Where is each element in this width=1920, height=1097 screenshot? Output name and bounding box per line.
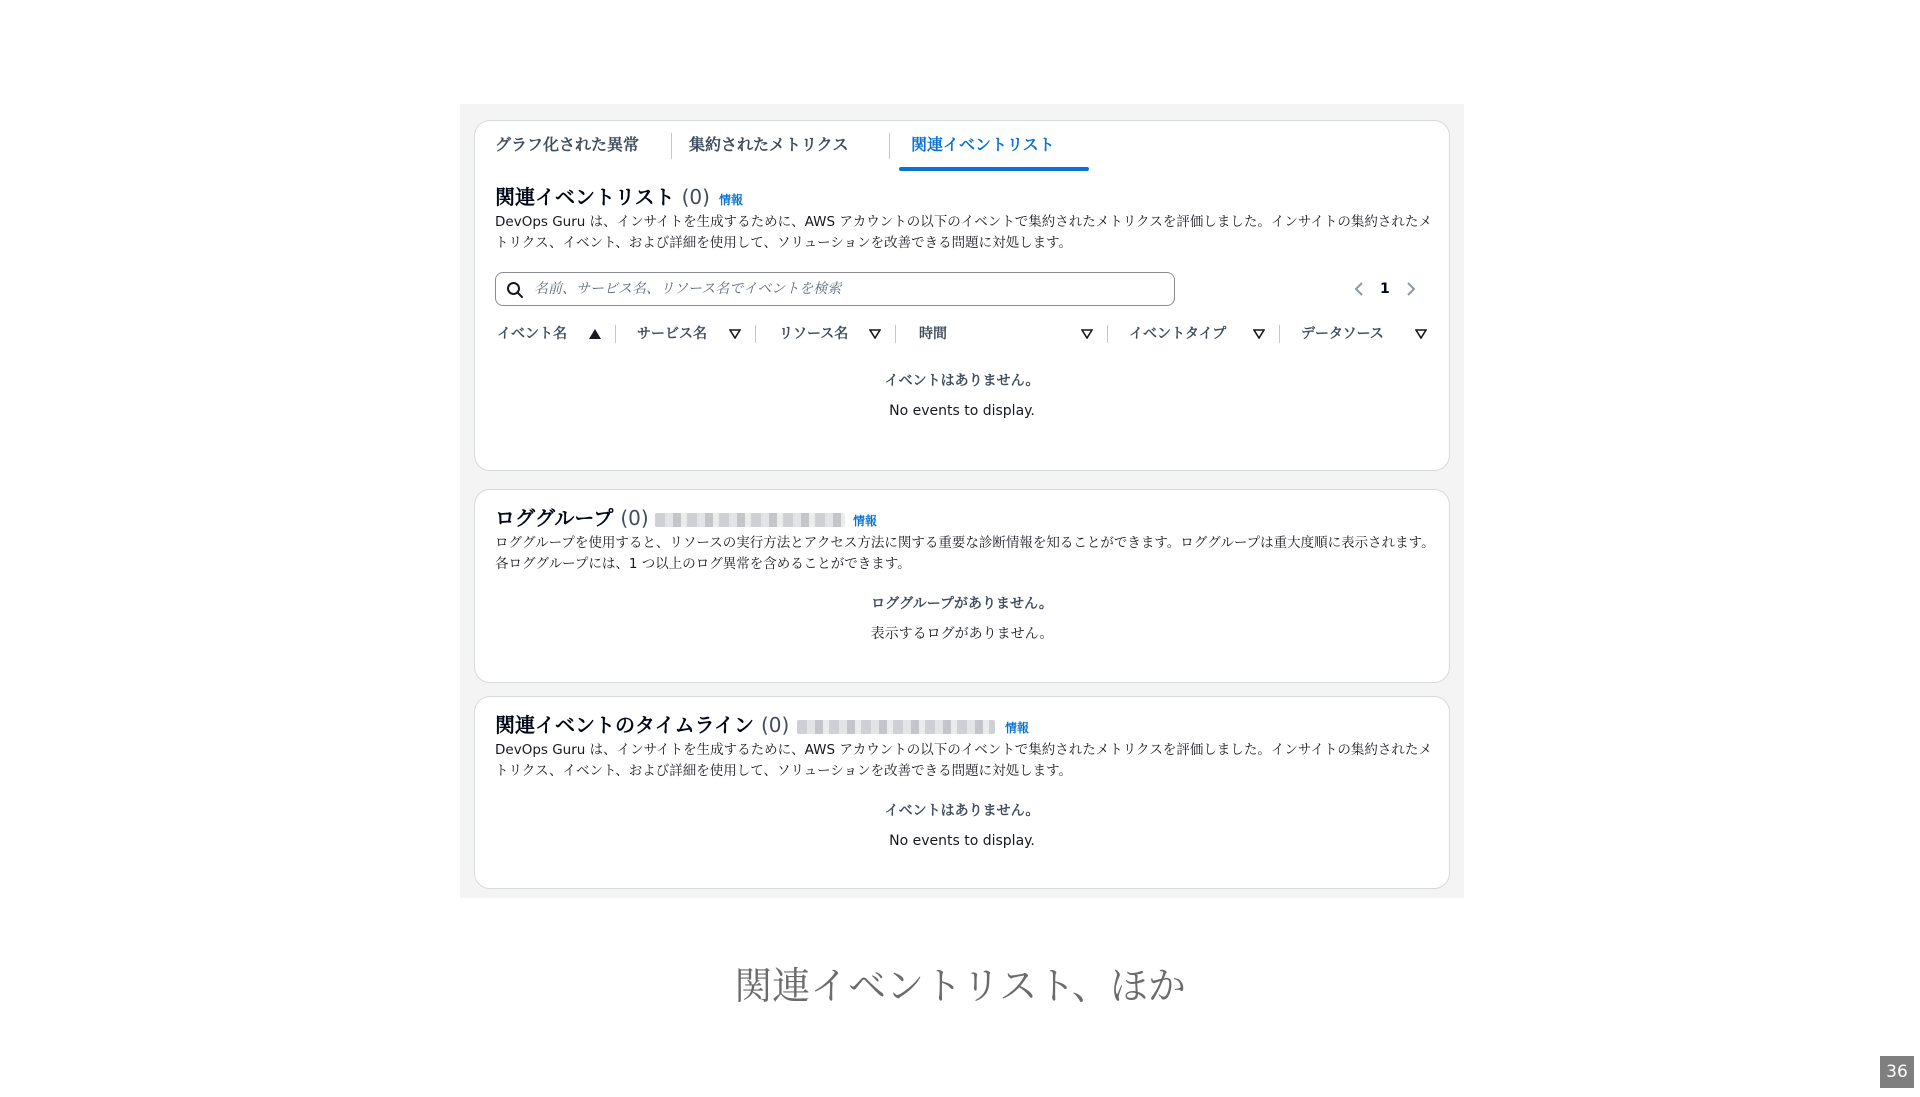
empty-state-message: No events to display. xyxy=(889,403,1035,419)
column-data-source[interactable]: データソース xyxy=(1301,326,1384,342)
tab-bar xyxy=(495,133,1429,169)
tab-divider xyxy=(889,133,890,159)
sort-icon[interactable] xyxy=(1415,329,1427,339)
events-timeline-panel xyxy=(474,696,1450,889)
pagination xyxy=(1351,279,1421,299)
sort-ascending-icon[interactable] xyxy=(589,329,601,339)
active-tab-indicator xyxy=(899,167,1089,171)
redacted-text xyxy=(655,513,845,527)
page-number[interactable]: 1 xyxy=(1380,281,1390,297)
log-groups-title-text: ロググループ xyxy=(495,506,614,530)
empty-state-message: No events to display. xyxy=(889,833,1035,849)
sort-icon[interactable] xyxy=(1253,329,1265,339)
timeline-count: (0) xyxy=(760,713,790,737)
chevron-right-icon[interactable] xyxy=(1403,279,1419,299)
column-divider xyxy=(1107,325,1108,343)
console-screenshot xyxy=(460,104,1464,898)
timeline-info-link[interactable]: 情報 xyxy=(1005,721,1030,735)
column-event-name[interactable]: イベント名 xyxy=(497,326,567,342)
empty-state-message: 表示するログがありません。 xyxy=(870,626,1054,642)
log-groups-title xyxy=(495,504,649,532)
tab-graphed-anomalies[interactable]: グラフ化された異常 xyxy=(495,135,640,154)
slide-page-number: 36 xyxy=(1880,1056,1914,1088)
events-panel xyxy=(474,120,1450,471)
events-title-text: 関連イベントリスト xyxy=(495,185,675,209)
events-count: (0) xyxy=(681,185,710,209)
tab-related-events[interactable]: 関連イベントリスト xyxy=(911,135,1055,154)
sort-icon[interactable] xyxy=(729,329,741,339)
empty-state-title: ロググループがありません。 xyxy=(871,596,1053,612)
column-divider xyxy=(1279,325,1280,343)
column-event-type[interactable]: イベントタイプ xyxy=(1129,326,1227,342)
column-divider xyxy=(615,325,616,343)
chevron-left-icon[interactable] xyxy=(1351,279,1367,299)
log-groups-panel xyxy=(474,489,1450,683)
log-groups-description: ロググループを使用すると、リソースの実行方法とアクセス方法に関する重要な診断情報を知ることができます。ロググループは重大度順に表示されます。各ロググループには、1 つ以上のログ異常を含めることができます。 xyxy=(495,535,1435,572)
column-divider xyxy=(755,325,756,343)
timeline-description: DevOps Guru は、インサイトを生成するために、AWS アカウントの以下のイベントで集約されたメトリクスを評価しました。インサイトの集約されたメトリクス、イベント、および詳細を使用して、ソリューションを改善できる問題に対処します。 xyxy=(495,742,1432,779)
column-divider xyxy=(895,325,896,343)
column-resource-name[interactable]: リソース名 xyxy=(779,326,849,342)
event-search[interactable] xyxy=(495,272,1175,306)
log-groups-count: (0) xyxy=(620,506,649,530)
sort-icon[interactable] xyxy=(1081,329,1093,339)
slide-caption: 関連イベントリスト、ほか xyxy=(734,964,1186,1008)
events-title xyxy=(495,183,710,211)
events-description: DevOps Guru は、インサイトを生成するために、AWS アカウントの以下のイベントで集約されたメトリクスを評価しました。インサイトの集約されたメトリクス、イベント、および詳細を使用して、ソリューションを改善できる問題に対処します。 xyxy=(495,214,1432,251)
column-service-name[interactable]: サービス名 xyxy=(637,326,707,342)
tab-aggregated-metrics[interactable]: 集約されたメトリクス xyxy=(689,135,849,154)
timeline-title-text: 関連イベントのタイムライン xyxy=(495,713,754,737)
redacted-text xyxy=(797,720,995,734)
tab-divider xyxy=(671,133,672,159)
empty-state-title: イベントはありません。 xyxy=(884,803,1040,819)
empty-state-title: イベントはありません。 xyxy=(884,373,1040,389)
events-info-link[interactable]: 情報 xyxy=(719,193,744,207)
sort-icon[interactable] xyxy=(869,329,881,339)
timeline-title xyxy=(495,711,789,739)
log-groups-info-link[interactable]: 情報 xyxy=(853,514,878,528)
column-time[interactable]: 時間 xyxy=(919,326,947,342)
search-icon xyxy=(506,281,524,299)
search-input[interactable] xyxy=(534,273,1164,305)
